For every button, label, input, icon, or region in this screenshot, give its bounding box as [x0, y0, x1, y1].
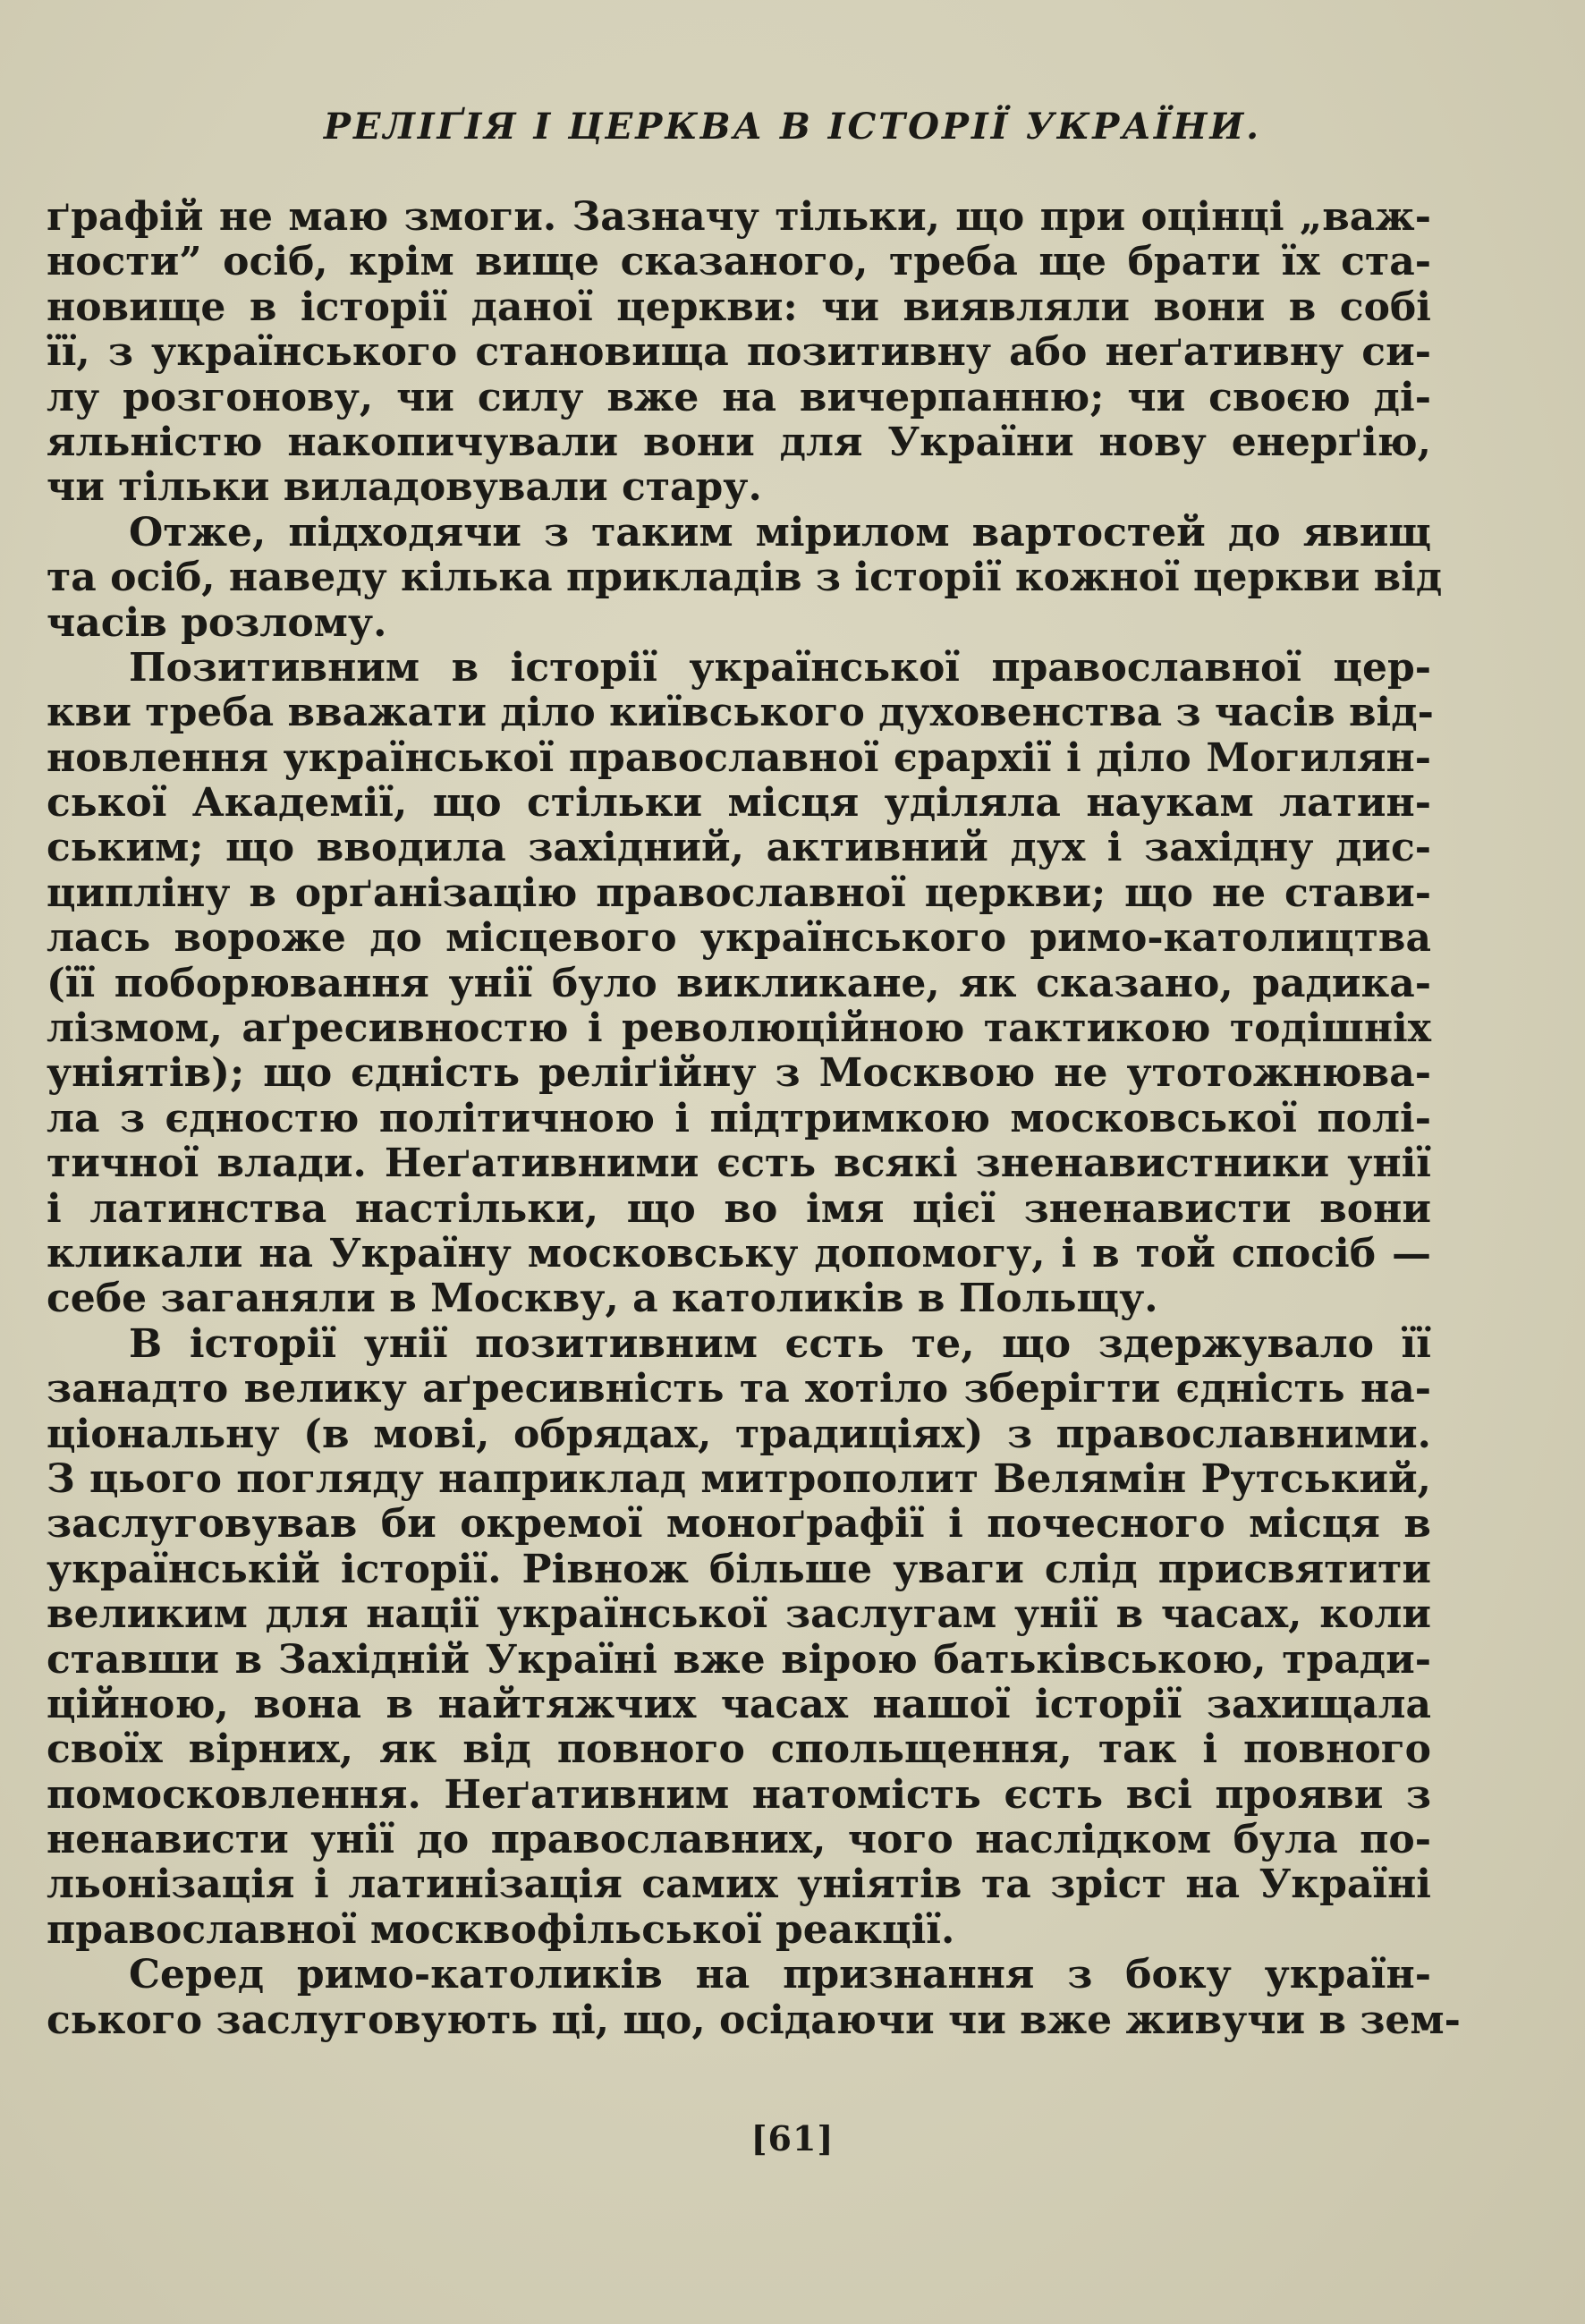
- text-line: великим для нації української заслугам унії в часах, коли: [47, 1591, 1431, 1638]
- text-line: З цього погляду наприклад митрополит Велямін Рутський,: [47, 1455, 1431, 1502]
- text-line: заслуговував би окремої моноґрафії і почесного місця в: [47, 1501, 1431, 1548]
- body-text: [47, 194, 1461, 2043]
- running-head: РЕЛІҐІЯ І ЦЕРКВА В ІСТОРІЇ УКРАЇНИ.: [323, 106, 1262, 148]
- text-line: лізмом, аґресивностю і революційною тактикою тодішніх: [47, 1005, 1431, 1052]
- text-line: українській історії. Рівнож більше уваги слід присвятити: [47, 1546, 1431, 1592]
- text-line: льонізація і латинізація самих уніятів та зріст на Україні: [47, 1862, 1431, 1908]
- text-line: її, з українського становища позитивну або неґативну си-: [47, 329, 1431, 376]
- text-line: православної москвофільської реакції.: [47, 1906, 955, 1953]
- text-line: уніятів); що єдність реліґійну з Москвою не утотожнюва-: [47, 1050, 1431, 1097]
- text-line: помосковлення. Неґативним натомість єсть всі прояви з: [47, 1771, 1431, 1818]
- text-line: своїх вірних, як від повного спольщення, так і повного: [47, 1726, 1431, 1773]
- text-line: ського заслуговують ці, що, осідаючи чи вже живучи в зем-: [47, 1997, 1461, 2043]
- text-line: ської Академії, що стільки місця уділяла наукам латин-: [47, 780, 1431, 827]
- text-line: кликали на Україну московську допомогу, і в той спосіб —: [47, 1230, 1431, 1277]
- text-line: ґрафій не маю змоги. Зазначу тільки, що при оцінці „важ-: [47, 194, 1431, 240]
- text-line: чи тільки виладовували стару.: [47, 464, 762, 511]
- text-line: ським; що вводила західний, активний дух і західну дис-: [47, 825, 1431, 871]
- text-line: кви треба вважати діло київського духовенства з часів від-: [47, 690, 1434, 736]
- text-line: занадто велику аґресивність та хотіло зберігти єдність на-: [47, 1366, 1431, 1412]
- text-line: лу розгонову, чи силу вже на вичерпанню; чи своєю ді-: [47, 374, 1431, 420]
- text-line: тичної влади. Неґативними єсть всякі зненавистники унії: [47, 1141, 1431, 1187]
- text-line: яльністю накопичували вони для України нову енерґію,: [47, 419, 1431, 465]
- text-line: ненависти унії до православних, чого наслідком була по-: [47, 1817, 1431, 1863]
- text-line: Отже, підходячи з таким мірилом вартостей до явищ: [129, 509, 1431, 556]
- page-number: [61]: [750, 2118, 835, 2159]
- text-line: ційною, вона в найтяжчих часах нашої історії захищала: [47, 1681, 1431, 1727]
- text-line: ставши в Західній Україні вже вірою батьківською, тради-: [47, 1636, 1431, 1683]
- text-line: і латинства настільки, що во імя цієї зненависти вони: [47, 1185, 1431, 1232]
- text-line: себе заганяли в Москву, а католиків в Польщу.: [47, 1276, 1158, 1322]
- text-line: В історії унії позитивним єсть те, що здержувало її: [129, 1320, 1431, 1367]
- text-line: (її поборювання унії було викликане, як сказано, радика-: [47, 960, 1431, 1006]
- text-line: ла з єдностю політичною і підтримкою московської полі-: [47, 1095, 1431, 1141]
- text-line: лась вороже до місцевого українського римо-католицтва: [47, 915, 1431, 962]
- text-line: Серед римо-католиків на признання з боку україн-: [129, 1952, 1431, 1998]
- text-line: новлення української православної єрархії і діло Могилян-: [47, 734, 1431, 781]
- text-line: новище в історії даної церкви: чи виявляли вони в собі: [47, 284, 1431, 330]
- text-line: Позитивним в історії української православної цер-: [129, 644, 1431, 691]
- text-line: та осіб, наведу кілька прикладів з історії кожної церкви від: [47, 555, 1443, 601]
- text-line: ціональну (в мові, обрядах, традиціях) з православними.: [47, 1411, 1431, 1457]
- text-line: ности” осіб, крім вище сказаного, треба ще брати їх ста-: [47, 239, 1431, 285]
- text-line: ципліну в орґанізацію православної церкви; що не стави-: [47, 869, 1431, 916]
- text-line: часів розлому.: [47, 599, 387, 646]
